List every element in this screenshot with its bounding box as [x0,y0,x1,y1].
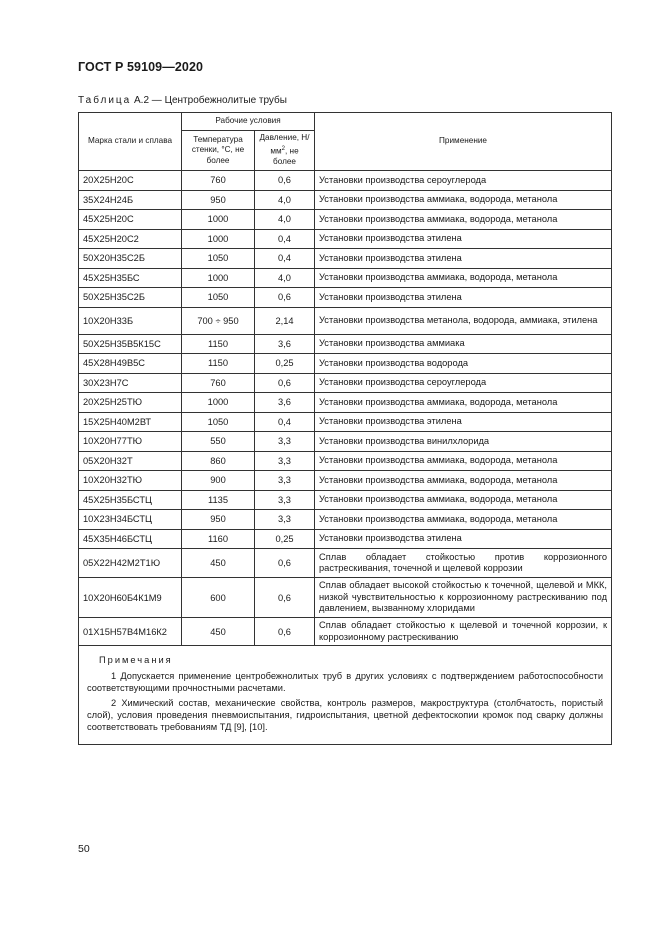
cell-mark: 15Х25Н40М2ВТ [79,412,182,432]
cell-pressure: 3,3 [255,471,315,491]
header-conditions: Рабочие условия [182,113,315,131]
note-2: 2 Химический состав, механические свойства, контроль размеров, макроструктура (столбчатость, пористый слой), условия проведения пневмоиспытания, гидроиспытания, цветной дефектоскопии кромок под сварку должны соответствовать требованиям ТД [9], [10]. [87,698,604,732]
cell-pressure: 0,6 [255,549,315,578]
cell-application: Установки производства этилена [315,529,612,549]
header-application: Применение [315,113,612,171]
cell-temperature: 1050 [182,249,255,269]
cell-temperature: 860 [182,451,255,471]
cell-temperature: 1000 [182,210,255,230]
cell-temperature: 760 [182,373,255,393]
cell-mark: 01Х15Н57В4М16К2 [79,618,182,646]
caption-title: — Центробежнолитые трубы [151,95,287,106]
note-1: 1 Допускается применение центробежнолитых труб в других условиях с подтверждением работоспособности соответствующими прочностными расчетами. [87,671,604,693]
table-row [79,432,612,452]
table-row [79,268,612,288]
cell-mark: 30Х23Н7С [79,373,182,393]
cell-temperature: 450 [182,549,255,578]
cell-temperature: 700 ÷ 950 [182,307,255,334]
cell-mark: 45Х25Н20С [79,210,182,230]
caption-label: Таблица [78,95,132,106]
cell-pressure: 0,6 [255,618,315,646]
header-mark: Марка стали и сплава [79,113,182,171]
cell-application: Сплав обладает стойкостью против коррозионного растрескивания, точечной и щелевой коррозии [315,549,612,578]
cell-application: Установки производства этилена [315,288,612,308]
cell-pressure: 3,3 [255,490,315,510]
notes-cell [79,646,612,745]
cell-mark: 10Х20Н60Б4К1М9 [79,578,182,618]
cell-temperature: 1000 [182,393,255,413]
cell-application: Установки производства аммиака, водорода, метанола [315,490,612,510]
cell-temperature: 1000 [182,268,255,288]
table-row [79,334,612,354]
cell-pressure: 3,3 [255,432,315,452]
table-row [79,249,612,269]
cell-temperature: 950 [182,510,255,530]
table-row [79,393,612,413]
cell-temperature: 950 [182,190,255,210]
caption-number: А.2 [134,95,150,106]
cell-application: Установки производства аммиака, водорода, метанола [315,451,612,471]
cell-mark: 10Х20Н32ТЮ [79,471,182,491]
cell-temperature: 1150 [182,354,255,374]
table-row [79,529,612,549]
cell-temperature: 600 [182,578,255,618]
cell-mark: 10Х20Н33Б [79,307,182,334]
table-row [79,471,612,491]
cell-application: Установки производства аммиака, водорода, метанола [315,393,612,413]
table-row [79,412,612,432]
header-temperature: Температура стенки, °С, не более [182,131,255,171]
cell-application: Установки производства аммиака, водорода, метанола [315,268,612,288]
table-row [79,171,612,191]
page-number: 50 [78,843,90,855]
cell-mark: 20Х25Н20С [79,171,182,191]
table-caption [78,95,287,106]
cell-pressure: 0,25 [255,354,315,374]
table-row [79,549,612,578]
cell-application: Установки производства сероуглерода [315,373,612,393]
cell-pressure: 3,6 [255,393,315,413]
table-row [79,578,612,618]
cell-mark: 45Х28Н49В5С [79,354,182,374]
cell-pressure: 0,6 [255,373,315,393]
cell-mark: 45Х25Н35БС [79,268,182,288]
cell-mark: 05Х20Н32Т [79,451,182,471]
cell-pressure: 0,4 [255,249,315,269]
table-row [79,510,612,530]
table-row [79,210,612,230]
cell-pressure: 0,4 [255,229,315,249]
cell-application: Сплав обладает высокой стойкостью к точечной, щелевой и МКК, низкой чувствительностью к коррозионному растрескиванию под давлением, вызванному хлоридами [315,578,612,618]
cell-application: Установки производства аммиака, водорода, метанола [315,471,612,491]
table-row [79,354,612,374]
cell-pressure: 0,4 [255,412,315,432]
cell-mark: 45Х25Н20С2 [79,229,182,249]
cell-temperature: 1050 [182,412,255,432]
document-header: ГОСТ Р 59109—2020 [78,60,204,74]
table-row [79,288,612,308]
cell-pressure: 0,6 [255,171,315,191]
cell-application: Установки производства этилена [315,412,612,432]
cell-mark: 50Х25Н35В5К15С [79,334,182,354]
cell-pressure: 4,0 [255,210,315,230]
cell-temperature: 1150 [182,334,255,354]
cell-pressure: 3,6 [255,334,315,354]
table-row [79,618,612,646]
cell-application: Установки производства аммиака, водорода, метанола [315,210,612,230]
cell-mark: 50Х25Н35С2Б [79,288,182,308]
cell-temperature: 900 [182,471,255,491]
cell-pressure: 4,0 [255,268,315,288]
cell-application: Установки производства этилена [315,249,612,269]
table-row [79,490,612,510]
cell-temperature: 1000 [182,229,255,249]
cell-temperature: 760 [182,171,255,191]
cell-mark: 20Х25Н25ТЮ [79,393,182,413]
notes-title: Примечания [99,655,173,665]
cell-mark: 05Х22Н42М2Т1Ю [79,549,182,578]
cell-application: Установки производства аммиака, водорода, метанола [315,510,612,530]
cell-mark: 35Х24Н24Б [79,190,182,210]
cell-application: Установки производства аммиака [315,334,612,354]
cell-mark: 45Х35Н46БСТЦ [79,529,182,549]
cell-application: Установки производства метанола, водорода, аммиака, этилена [315,307,612,334]
cell-temperature: 550 [182,432,255,452]
table-row [79,229,612,249]
cell-application: Установки производства винилхлорида [315,432,612,452]
cell-pressure: 3,3 [255,510,315,530]
cell-pressure: 0,25 [255,529,315,549]
cell-pressure: 0,6 [255,578,315,618]
pipes-table [78,112,612,745]
cell-application: Установки производства сероуглерода [315,171,612,191]
cell-mark: 10Х23Н34БСТЦ [79,510,182,530]
table-row [79,307,612,334]
table-row [79,190,612,210]
table-row [79,373,612,393]
header-pressure: Давление, $Н/мм^2$, не более [255,131,315,171]
cell-pressure: 0,6 [255,288,315,308]
cell-pressure: 2,14 [255,307,315,334]
cell-temperature: 1135 [182,490,255,510]
cell-pressure: 3,3 [255,451,315,471]
cell-application: Установки производства аммиака, водорода, метанола [315,190,612,210]
cell-mark: 45Х25Н35БСТЦ [79,490,182,510]
cell-application: Сплав обладает стойкостью к щелевой и точечной коррозии, к коррозионному растрескиванию [315,618,612,646]
cell-application: Установки производства этилена [315,229,612,249]
cell-mark: 10Х20Н77ТЮ [79,432,182,452]
table-row [79,451,612,471]
cell-mark: 50Х20Н35С2Б [79,249,182,269]
table-body [79,171,612,646]
cell-temperature: 450 [182,618,255,646]
cell-temperature: 1160 [182,529,255,549]
cell-temperature: 1050 [182,288,255,308]
cell-pressure: 4,0 [255,190,315,210]
cell-application: Установки производства водорода [315,354,612,374]
